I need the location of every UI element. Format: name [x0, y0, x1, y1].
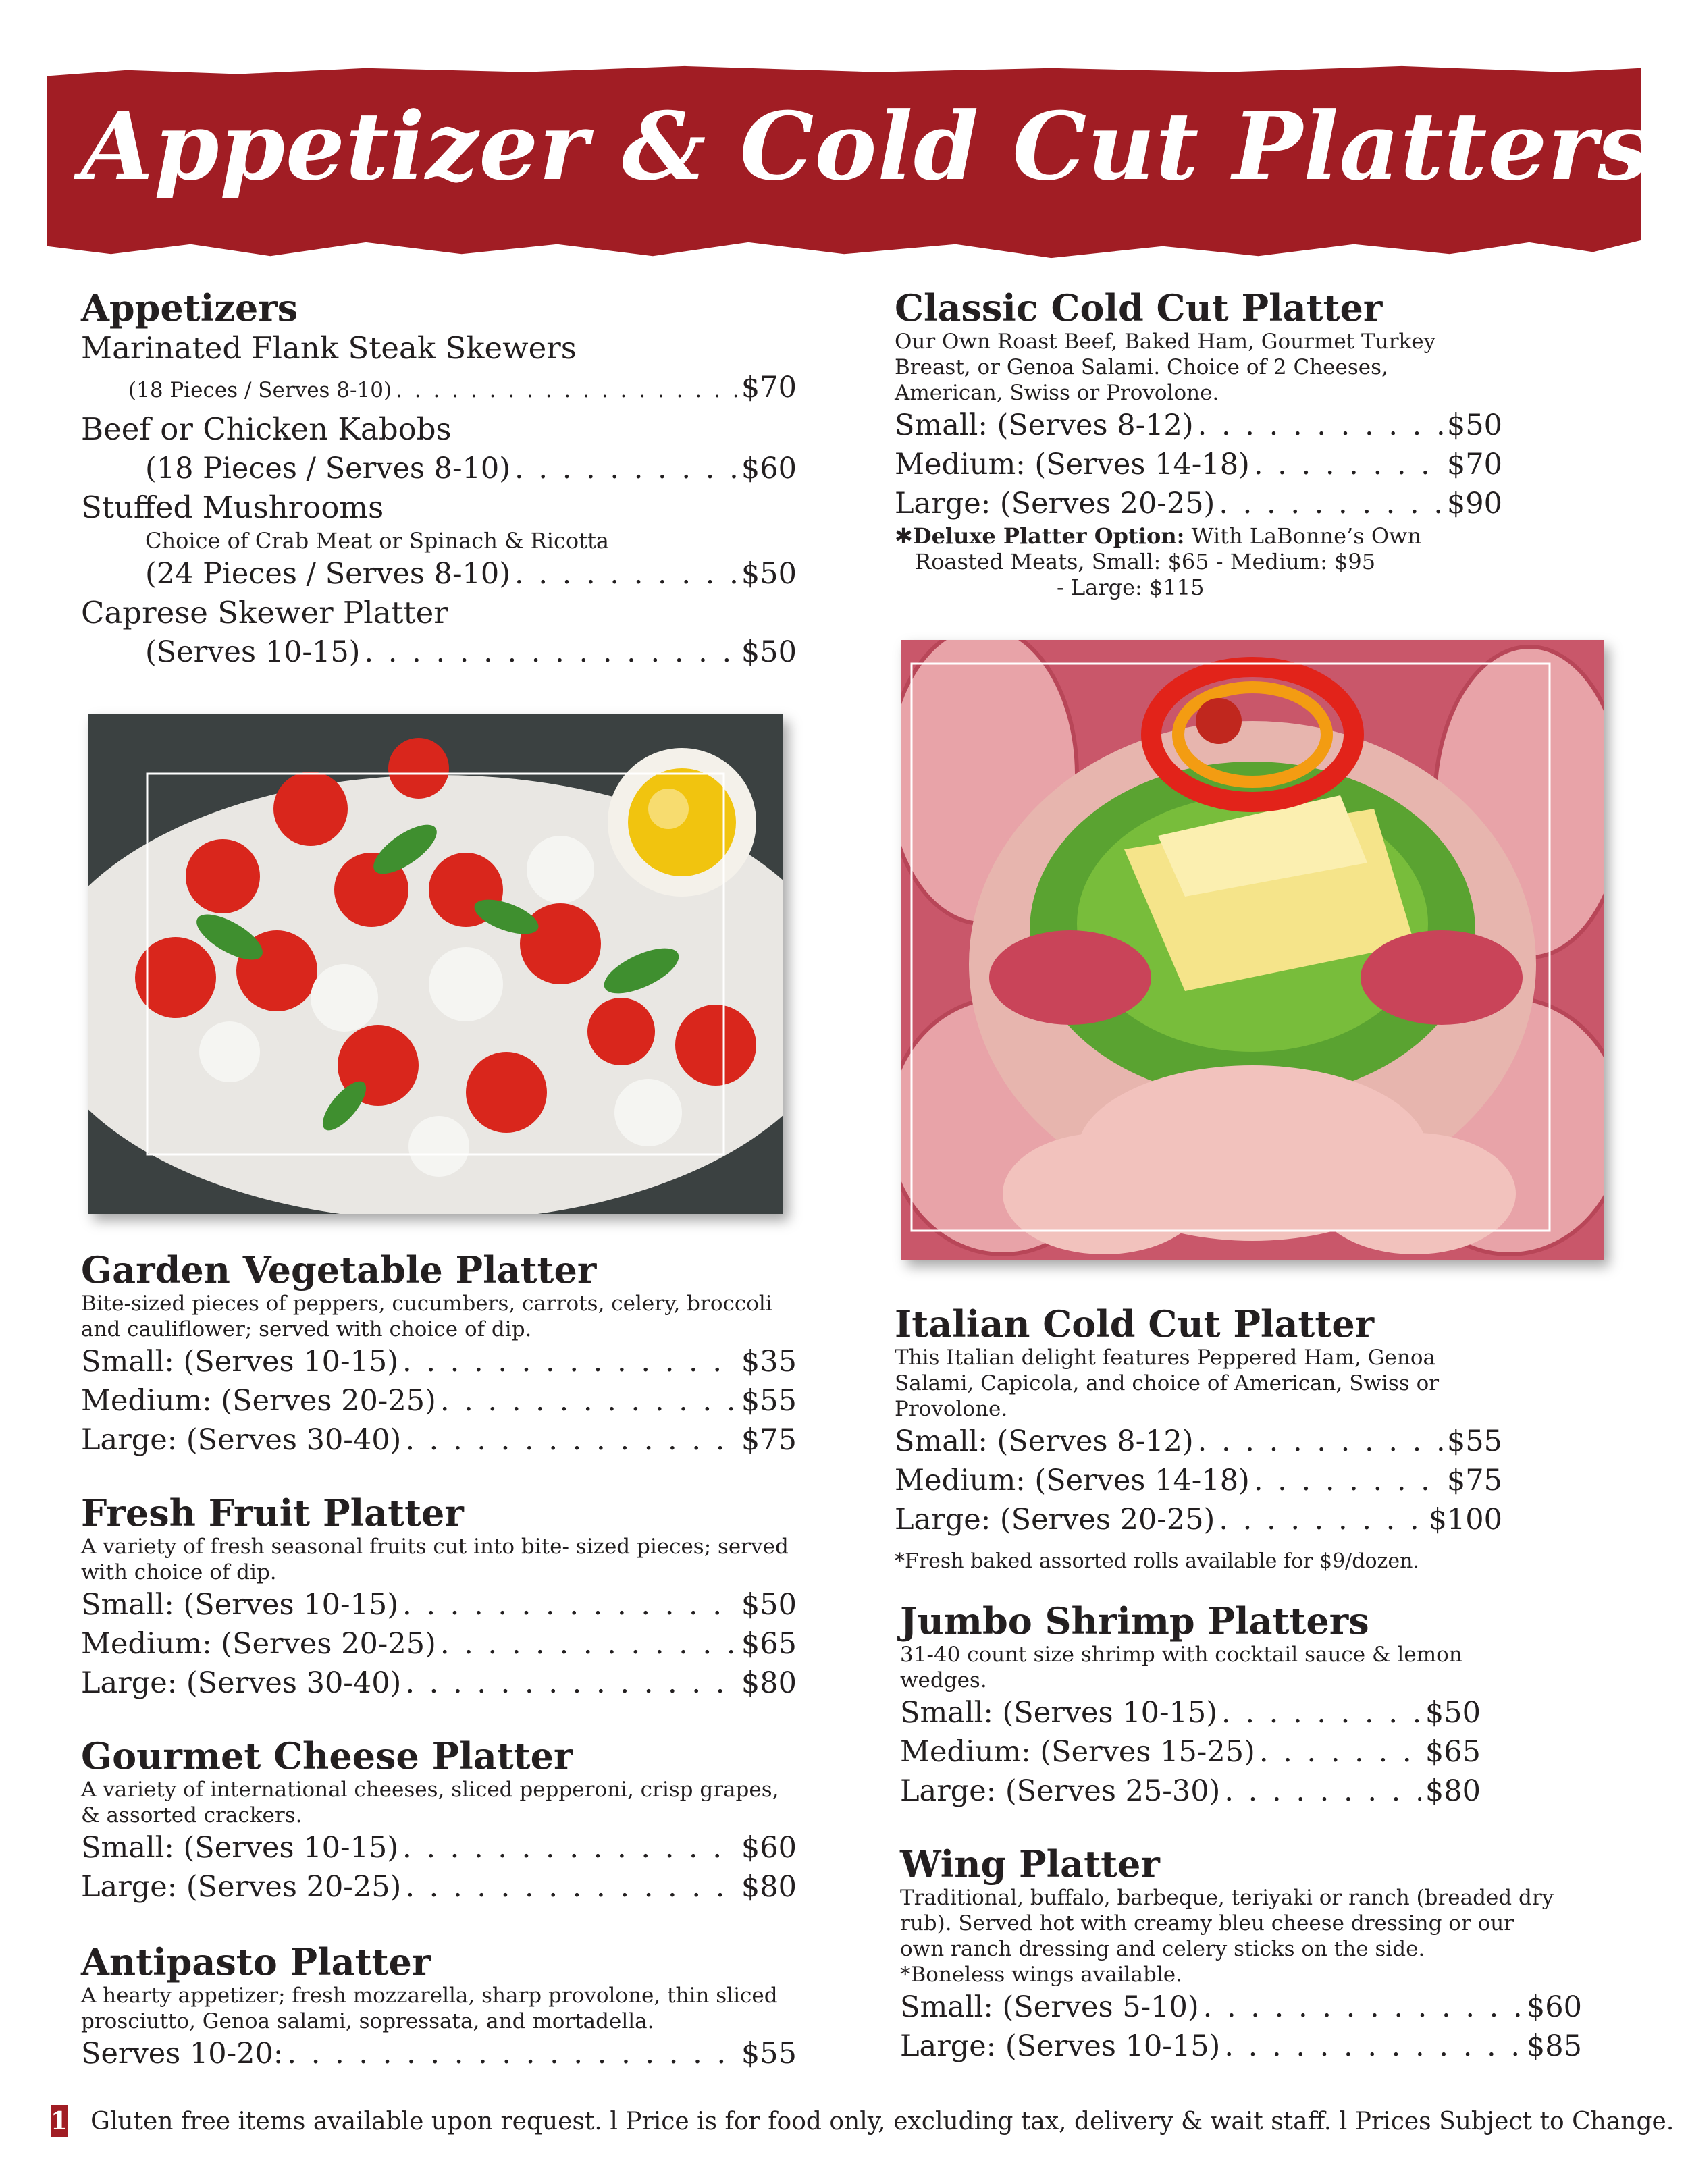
deluxe-prices: Roasted Meats, Small: $65 - Medium: $95 — [915, 549, 1376, 575]
jumbo-shrimp-section — [900, 1600, 1481, 1811]
asterisk-icon: ✱ — [895, 523, 913, 549]
item-price: $50 — [741, 635, 797, 669]
leader-dots — [405, 1867, 737, 1907]
section-description: Traditional, buffalo, barbeque, teriyaki or ranch (breaded dry rub). Served hot with creamy bleu cheese dressing or our own ranch dressing and celery sticks on the side. — [900, 1886, 1554, 1961]
section-heading: Classic Cold Cut Platter — [895, 286, 1383, 329]
price-line — [900, 1693, 1481, 1732]
section-heading: Garden Vegetable Platter — [81, 1248, 597, 1291]
size-price: $80 — [1425, 1774, 1481, 1808]
section-description: Our Own Roast Beef, Baked Ham, Gourmet Turkey Breast, or Genoa Salami. Choice of 2 Cheeses, American, Swiss or Provolone. — [895, 329, 1436, 405]
leader-dots — [1198, 1422, 1443, 1461]
size-price: $55 — [741, 2037, 797, 2071]
size-label: Medium: (Serves 20-25) — [81, 1384, 436, 1418]
antipasto-section — [81, 1941, 797, 2073]
price-line — [81, 1342, 797, 1381]
deluxe-option — [895, 523, 1502, 549]
item-name: Beef or Chicken Kabobs — [81, 411, 452, 447]
price-line — [81, 1624, 797, 1663]
leader-dots — [1198, 406, 1443, 445]
size-label: Small: (Serves 8-12) — [895, 1424, 1194, 1458]
wing-platter-section — [900, 1843, 1582, 2066]
page-footer — [51, 2105, 1674, 2137]
leader-dots — [515, 449, 737, 488]
price-line — [900, 1772, 1481, 1811]
price-line — [895, 1461, 1502, 1500]
size-price: $75 — [741, 1423, 797, 1457]
leader-dots — [396, 371, 737, 410]
section-description: 31-40 count size shrimp with cocktail sauce & lemon wedges. — [900, 1643, 1462, 1693]
size-label: Large: (Serves 20-25) — [81, 1870, 402, 1904]
appetizers-section — [81, 287, 797, 672]
rolls-note: *Fresh baked assorted rolls available for $9/dozen. — [895, 1549, 1419, 1573]
leader-dots — [402, 1828, 737, 1867]
section-description: A variety of international cheeses, sliced pepperoni, crisp grapes, & assorted crackers. — [81, 1778, 779, 1828]
size-label: Small: (Serves 10-15) — [81, 1588, 398, 1622]
fresh-fruit-section — [81, 1492, 797, 1703]
section-description: A variety of fresh seasonal fruits cut into bite- sized pieces; served with choice of dip. — [81, 1535, 789, 1584]
page-number: 1 — [51, 2105, 68, 2137]
size-label: Small: (Serves 10-15) — [81, 1831, 398, 1865]
leader-dots — [402, 1342, 737, 1381]
caprese-skewer-photo — [88, 714, 783, 1214]
size-label: Small: (Serves 10-15) — [81, 1345, 398, 1379]
size-price: $60 — [741, 1831, 797, 1865]
section-heading: Jumbo Shrimp Platters — [900, 1599, 1369, 1643]
section-heading: Italian Cold Cut Platter — [895, 1302, 1375, 1346]
leader-dots — [1203, 1988, 1523, 2027]
size-label: Small: (Serves 5-10) — [900, 1990, 1199, 2024]
size-price: $65 — [741, 1627, 797, 1661]
price-line — [900, 1732, 1481, 1772]
size-price: $50 — [1425, 1696, 1481, 1730]
item-name: Stuffed Mushrooms — [81, 489, 384, 525]
price-line — [895, 1422, 1502, 1461]
size-label: Serves 10-20: — [81, 2037, 284, 2071]
price-line — [81, 633, 797, 672]
size-price: $55 — [741, 1384, 797, 1418]
item-detail: (Serves 10-15) — [145, 635, 361, 669]
caprese-illustration — [88, 714, 783, 1214]
section-heading: Fresh Fruit Platter — [81, 1491, 464, 1535]
leader-dots — [402, 1585, 737, 1624]
leader-dots — [405, 1663, 737, 1703]
leader-dots — [405, 1420, 737, 1460]
section-heading: Appetizers — [81, 286, 298, 329]
section-heading: Antipasto Platter — [81, 1940, 431, 1983]
leader-dots — [287, 2034, 737, 2073]
price-line — [81, 1381, 797, 1420]
item-name: Marinated Flank Steak Skewers — [81, 330, 577, 366]
leader-dots — [1254, 1461, 1443, 1500]
section-description: This Italian delight features Peppered Ham, Genoa Salami, Capicola, and choice of American, Swiss or Provolone. — [895, 1346, 1440, 1421]
size-label: Large: (Serves 20-25) — [895, 487, 1215, 521]
item-detail: (18 Pieces / Serves 8-10) — [145, 452, 511, 485]
price-line — [81, 554, 797, 593]
item-note: Choice of Crab Meat or Spinach & Ricotta — [145, 528, 609, 554]
garden-vegetable-section — [81, 1249, 797, 1460]
price-line — [81, 368, 797, 410]
item-price: $60 — [741, 452, 797, 485]
size-price: $75 — [1446, 1464, 1502, 1497]
price-line — [81, 1663, 797, 1703]
price-line — [895, 406, 1502, 445]
size-label: Medium: (Serves 14-18) — [895, 1464, 1250, 1497]
leader-dots — [1221, 1693, 1421, 1732]
size-label: Medium: (Serves 14-18) — [895, 448, 1250, 481]
leader-dots — [1259, 1732, 1421, 1772]
page-title: Appetizer & Cold Cut Platters — [81, 91, 1651, 201]
cold-cut-platter-photo — [901, 640, 1604, 1260]
price-line — [900, 2027, 1582, 2066]
price-line — [81, 1585, 797, 1624]
price-line — [895, 445, 1502, 484]
boneless-note: *Boneless wings available. — [900, 1963, 1182, 1987]
size-price: $65 — [1425, 1735, 1481, 1769]
size-label: Large: (Serves 25-30) — [900, 1774, 1221, 1808]
leader-dots — [1219, 484, 1443, 523]
item-detail: (24 Pieces / Serves 8-10) — [145, 557, 511, 591]
italian-cold-cut-section — [895, 1303, 1502, 1574]
footer-disclaimer: Gluten free items available upon request. l Price is for food only, excluding tax, delivery & wait staff. l Prices Subject to Change. — [90, 2107, 1674, 2135]
size-price: $80 — [741, 1666, 797, 1700]
size-label: Large: (Serves 10-15) — [900, 2029, 1221, 2063]
price-line — [81, 1420, 797, 1460]
size-label: Medium: (Serves 20-25) — [81, 1627, 436, 1661]
price-line — [81, 1867, 797, 1907]
size-price: $35 — [741, 1345, 797, 1379]
leader-dots — [515, 554, 737, 593]
item-name: Caprese Skewer Platter — [81, 595, 448, 631]
leader-dots — [440, 1381, 737, 1420]
price-line — [81, 449, 797, 488]
item-price: $70 — [741, 371, 797, 404]
size-price: $55 — [1446, 1424, 1502, 1458]
size-label: Large: (Serves 20-25) — [895, 1503, 1215, 1537]
cold-cut-illustration — [901, 640, 1604, 1260]
leader-dots — [1254, 445, 1443, 484]
leader-dots — [1224, 1772, 1421, 1811]
size-price: $80 — [741, 1870, 797, 1904]
size-price: $85 — [1526, 2029, 1582, 2063]
deluxe-large-price: - Large: $115 — [1057, 575, 1205, 600]
gourmet-cheese-section — [81, 1735, 797, 1907]
item-price: $50 — [741, 557, 797, 591]
size-price: $50 — [1446, 408, 1502, 442]
size-label: Large: (Serves 30-40) — [81, 1666, 402, 1700]
section-description: Bite-sized pieces of peppers, cucumbers, carrots, celery, broccoli and cauliflower; served with choice of dip. — [81, 1291, 772, 1341]
classic-cold-cut-section — [895, 287, 1502, 600]
deluxe-text: With LaBonne’s Own — [1191, 523, 1422, 549]
size-price: $50 — [741, 1588, 797, 1622]
item-detail: (18 Pieces / Serves 8-10) — [128, 378, 392, 402]
size-price: $90 — [1446, 487, 1502, 521]
size-label: Small: (Serves 8-12) — [895, 408, 1194, 442]
price-line — [81, 1828, 797, 1867]
section-heading: Gourmet Cheese Platter — [81, 1734, 573, 1778]
leader-dots — [1219, 1500, 1424, 1539]
deluxe-label: Deluxe Platter Option: — [912, 523, 1185, 549]
size-price: $60 — [1526, 1990, 1582, 2024]
leader-dots — [1224, 2027, 1523, 2066]
size-price: $70 — [1446, 448, 1502, 481]
size-label: Small: (Serves 10-15) — [900, 1696, 1217, 1730]
price-line — [895, 484, 1502, 523]
leader-dots — [364, 633, 737, 672]
section-description: A hearty appetizer; fresh mozzarella, sharp provolone, thin sliced prosciutto, Genoa salami, sopressata, and mortadella. — [81, 1983, 778, 2033]
size-label: Large: (Serves 30-40) — [81, 1423, 402, 1457]
price-line — [81, 2034, 797, 2073]
size-price: $100 — [1428, 1503, 1502, 1537]
leader-dots — [440, 1624, 737, 1663]
price-line — [895, 1500, 1502, 1539]
section-heading: Wing Platter — [900, 1842, 1160, 1886]
size-label: Medium: (Serves 15-25) — [900, 1735, 1255, 1769]
price-line — [900, 1988, 1582, 2027]
